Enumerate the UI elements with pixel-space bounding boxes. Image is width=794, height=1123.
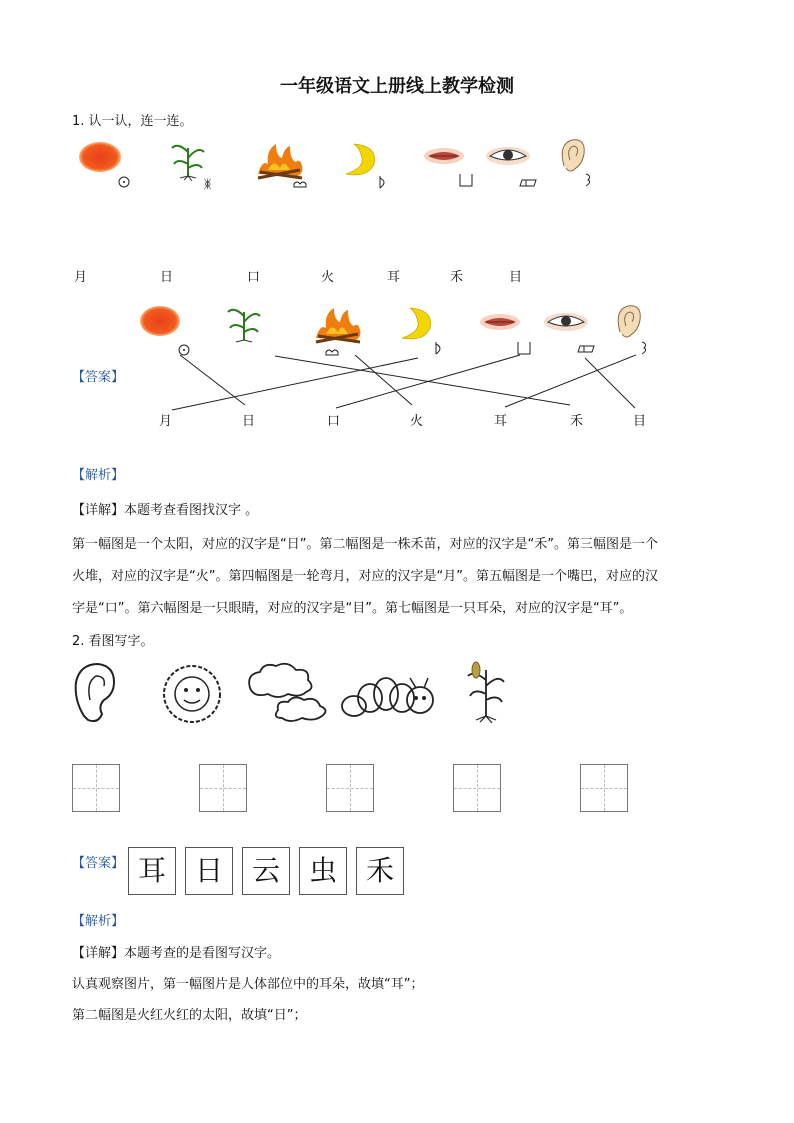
char-kou[interactable]: 口 (247, 270, 261, 285)
ear-icon (72, 660, 122, 726)
detail-2: 【详解】本题考查的是看图写汉字。 (72, 946, 281, 961)
char-yue: 月 (159, 414, 173, 429)
detail-1: 【详解】本题考查看图找汉字 。 (72, 503, 259, 518)
question-2-prompt: 2. 看图写字。 (72, 634, 154, 649)
ear-icon (556, 138, 616, 193)
answer-char-ri: 日 (185, 847, 233, 895)
sun-face-icon (156, 660, 232, 726)
picture-row-answer (132, 300, 672, 360)
answer-char-yun: 云 (242, 847, 290, 895)
explanation-line: 火堆，对应的汉字是“火”。第四幅图是一轮弯月，对应的汉字是“月”。第五幅图是一个嘴巴，对应的汉 (72, 569, 658, 584)
writing-box-2[interactable] (199, 764, 247, 812)
character-row-1 (0, 266, 794, 286)
analysis-label-1: 【解析】 (72, 468, 125, 483)
caterpillar-icon (340, 660, 440, 726)
answer-char-chong: 虫 (299, 847, 347, 895)
sun-icon (136, 304, 196, 359)
fire-icon (254, 140, 324, 195)
question-1-prompt: 1. 认一认，连一连。 (72, 114, 193, 129)
character-row-answer (0, 410, 794, 430)
sprout-icon (168, 138, 238, 193)
char-kou: 口 (327, 414, 341, 429)
writing-box-4[interactable] (453, 764, 501, 812)
answer-label-2: 【答案】 (72, 856, 125, 871)
answer-char-he: 禾 (356, 847, 404, 895)
char-mu: 目 (633, 414, 647, 429)
page-title: 一年级语文上册线上教学检测 (280, 76, 514, 97)
analysis-label-2: 【解析】 (72, 914, 125, 929)
answer-char-er: 耳 (128, 847, 176, 895)
sun-icon (76, 140, 136, 195)
char-he[interactable]: 禾 (450, 270, 464, 285)
writing-box-3[interactable] (326, 764, 374, 812)
picture-row-1 (72, 138, 612, 198)
moon-icon (396, 306, 456, 361)
char-mu[interactable]: 目 (509, 270, 523, 285)
rice-plant-icon (462, 660, 512, 726)
moon-icon (340, 142, 400, 197)
char-er[interactable]: 耳 (387, 270, 401, 285)
char-he: 禾 (570, 414, 584, 429)
cloud-icon (244, 660, 334, 726)
char-ri: 日 (242, 414, 256, 429)
char-huo[interactable]: 火 (321, 270, 335, 285)
analysis-line: 认真观察图片，第一幅图片是人体部位中的耳朵，故填“耳”； (72, 977, 424, 992)
eye-icon (486, 144, 556, 199)
char-er: 耳 (494, 414, 508, 429)
char-ri[interactable]: 日 (160, 270, 174, 285)
char-yue[interactable]: 月 (74, 270, 88, 285)
picture-row-2 (72, 660, 552, 730)
mouth-icon (422, 144, 492, 199)
explanation-line: 字是“口”。第六幅图是一只眼睛，对应的汉字是“目”。第七幅图是一只耳朵，对应的汉字是“耳”。 (72, 601, 633, 616)
eye-icon (544, 310, 614, 365)
ear-icon (612, 304, 672, 359)
svg-text:ᛤ: ᛤ (204, 177, 212, 191)
explanation-line: 第一幅图是一个太阳，对应的汉字是“日”。第二幅图是一株禾苗，对应的汉字是“禾”。第三幅图是一个 (72, 537, 658, 552)
explanation-1 (72, 529, 722, 625)
fire-icon (312, 304, 382, 359)
mouth-icon (478, 310, 548, 365)
writing-box-1[interactable] (72, 764, 120, 812)
sprout-icon (224, 302, 294, 357)
analysis-line: 第二幅图是火红火红的太阳，故填“日”； (72, 1008, 307, 1023)
answer-label-1: 【答案】 (72, 370, 125, 385)
char-huo: 火 (410, 414, 424, 429)
writing-box-5[interactable] (580, 764, 628, 812)
